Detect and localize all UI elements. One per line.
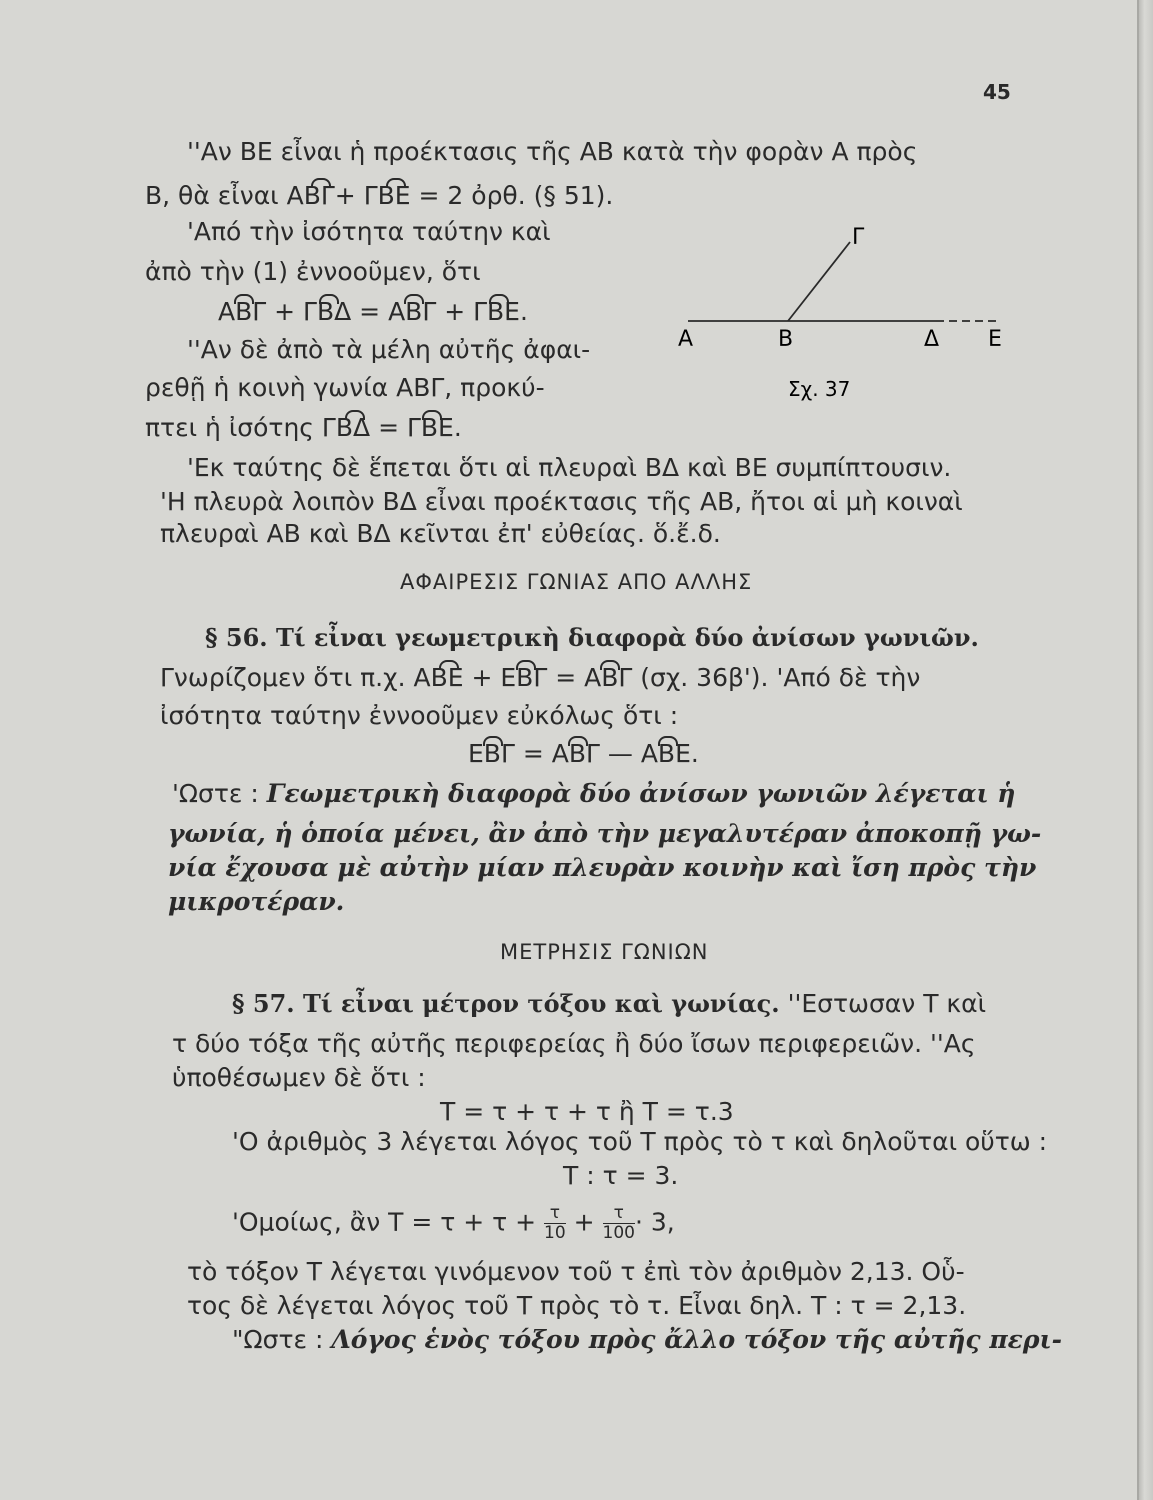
fraction-tau-100: $\frac{\tau}{100}$ [602,1203,635,1243]
text-line: ''Αν ΒΕ εἶναι ἡ προέκτασις τῆς ΑΒ κατὰ τὴν φορὰν Α πρὸς [187,137,918,166]
label-b: Β [778,327,794,352]
text-line: τ δύο τόξα τῆς αὐτῆς περιφερείας ἢ δύο ἴσων περιφερειῶν. ''Ας [172,1029,976,1058]
definition-line: γωνία, ἡ ὁποία μένει, ἂν ἀπὸ τὴν μεγαλυτέραν ἀποκοπῇ γω- [168,819,1042,848]
equation: 'Ομοίως, ἂν Τ = τ + τ + $\frac{\tau}{10}$ + $\frac{\tau}{100}$ · 3, [232,1203,675,1243]
page-number: 45 [983,80,1011,104]
text-line: ὑποθέσωμεν δὲ ὅτι : [172,1063,426,1092]
label-e: Ε [988,327,1002,352]
definition-line: μικροτέραν. [168,887,345,916]
figure-caption: Σχ. 37 [788,377,851,401]
section-title: § 56. Τί εἶναι γεωμετρικὴ διαφορὰ δύο ἀνίσων γωνιῶν. [205,623,979,652]
label-d: Δ [924,327,940,352]
text-line: τος δὲ λέγεται λόγος τοῦ Τ πρὸς τὸ τ. Εἶναι δηλ. Τ : τ = 2,13. [187,1291,967,1320]
section-heading: ΜΕΤΡΗΣΙΣ ΓΩΝΙΩΝ [500,940,709,964]
text-line: Β, θὰ εἶναι ΑΒΓ+ ΓΒΕ = 2 ὀρθ. (§ 51). [145,181,614,210]
text-line: πλευραὶ ΑΒ καὶ ΒΔ κεῖνται ἐπ' εὐθείας. ὅ.ἔ.δ. [160,519,721,548]
equation: Τ : τ = 3. [563,1161,679,1190]
definition-line: "Ωστε : Λόγος ἑνὸς τόξου πρὸς ἄλλο τόξον τῆς αὐτῆς περι- [232,1325,1062,1354]
text-line: ἀπὸ τὴν (1) ἐννοοῦμεν, ὅτι [145,257,481,286]
section-heading: ΑΦΑΙΡΕΣΙΣ ΓΩΝΙΑΣ ΑΠΟ ΑΛΛΗΣ [400,570,753,594]
figure-37 [660,220,1020,410]
text-line: Γνωρίζομεν ὅτι π.χ. ΑΒΕ + ΕΒΓ = ΑΒΓ (σχ. 36β'). 'Από δὲ τὴν [160,663,921,692]
text-line: 'Ο ἀριθμὸς 3 λέγεται λόγος τοῦ Τ πρὸς τὸ τ καὶ δηλοῦται οὕτω : [232,1127,1048,1156]
line-bg [788,242,850,321]
text-line: ''Αν δὲ ἀπὸ τὰ μέλη αὐτῆς ἀφαι- [187,335,591,364]
equation: ΑΒΓ + ΓΒΔ = ΑΒΓ + ΓΒΕ. [218,297,528,326]
text-line: § 57. Τί εἶναι μέτρον τόξου καὶ γωνίας. ''Εστωσαν Τ καὶ [232,989,987,1018]
label-g: Γ [852,225,865,250]
text-line: 'Από τὴν ἰσότητα ταύτην καὶ [187,217,551,246]
fraction-tau-10: $\frac{\tau}{10}$ [544,1203,566,1243]
text-line: τὸ τόξον Τ λέγεται γινόμενον τοῦ τ ἐπὶ τὸν ἀριθμὸν 2,13. Οὗ- [187,1257,965,1286]
text-line: ἰσότητα ταύτην ἐννοοῦμεν εὐκόλως ὅτι : [160,701,679,730]
equation: ΕΒΓ = ΑΒΓ — ΑΒΕ. [468,739,699,768]
label-a: Α [678,327,694,352]
text-line: ρεθῇ ἡ κοινὴ γωνία ΑΒΓ, προκύ- [145,373,545,402]
text-line: 'Η πλευρὰ λοιπὸν ΒΔ εἶναι προέκτασις τῆς ΑΒ, ἤτοι αἱ μὴ κοιναὶ [160,487,963,516]
definition-line: νία ἔχουσα μὲ αὐτὴν μίαν πλευρὰν κοινὴν καὶ ἴση πρὸς τὴν [168,853,1037,882]
page-edge [1137,0,1153,1500]
text-line: πτει ἡ ἰσότης ΓΒΔ = ΓΒΕ. [145,413,462,442]
text-line: 'Εκ ταύτης δὲ ἕπεται ὅτι αἱ πλευραὶ ΒΔ καὶ ΒΕ συμπίπτουσιν. [187,453,952,482]
definition-line: 'Ωστε : Γεωμετρικὴ διαφορὰ δύο ἀνίσων γωνιῶν λέγεται ἡ [172,779,1016,808]
equation: Τ = τ + τ + τ ἢ Τ = τ.3 [440,1097,734,1126]
